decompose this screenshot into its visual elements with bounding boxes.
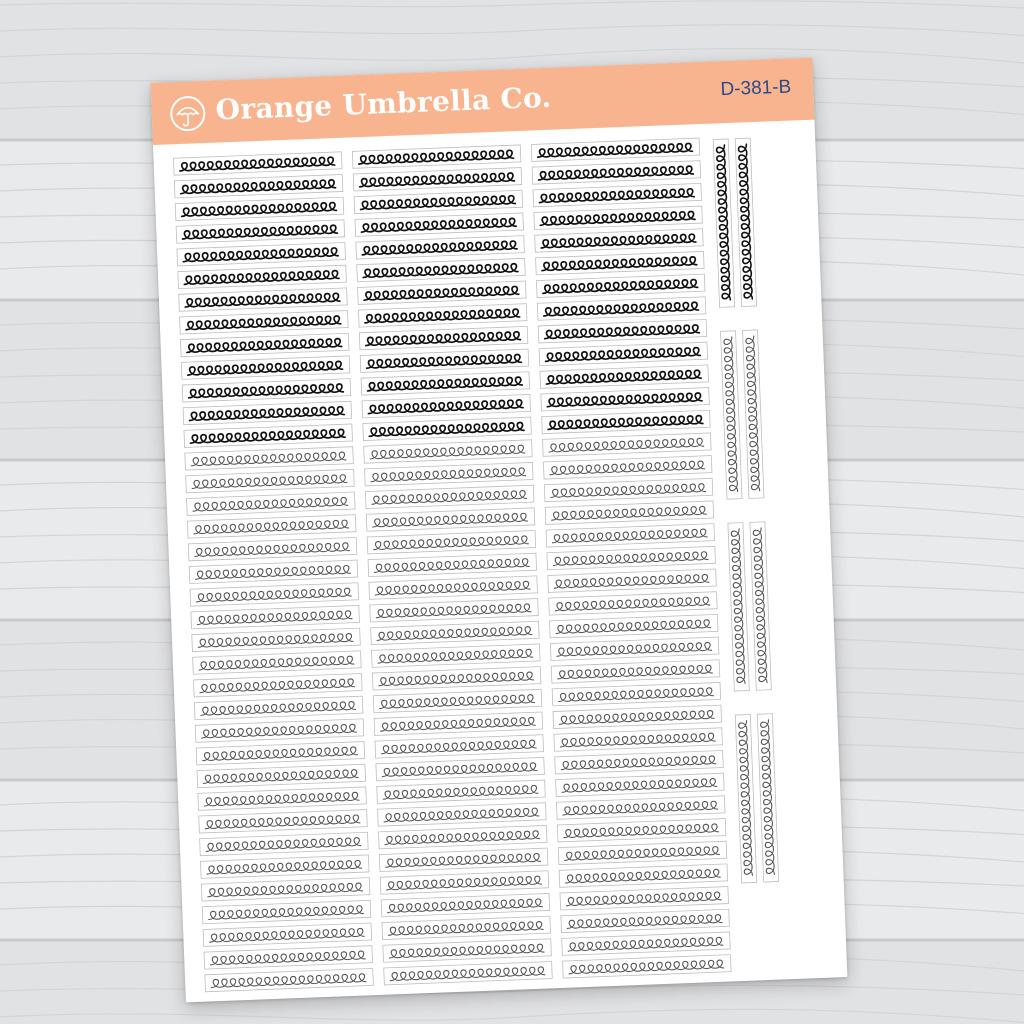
sticker-strip <box>372 667 541 690</box>
sticker-strip <box>200 832 369 855</box>
sticker-strip <box>173 152 342 175</box>
sticker-strip <box>179 288 348 311</box>
sticker-strip <box>379 848 548 871</box>
strip-outline <box>721 331 742 499</box>
sticker-strip <box>354 190 523 213</box>
sticker-strip <box>193 651 362 674</box>
sticker-strip <box>365 485 534 508</box>
sticker-strip <box>370 599 539 622</box>
sticker-strip <box>180 333 349 356</box>
brand-name: Orange Umbrella Co. <box>215 80 553 127</box>
sticker-strip <box>368 553 537 576</box>
sticker-strip <box>377 780 546 803</box>
sticker-strip <box>374 712 543 735</box>
sticker-strip <box>175 197 344 220</box>
sticker-strip <box>376 757 545 780</box>
sticker-strip <box>204 946 373 969</box>
sticker-strip <box>532 161 701 184</box>
sticker-strip <box>375 735 544 758</box>
sticker-strip <box>186 469 355 492</box>
sticker-strip <box>195 719 364 742</box>
sticker-strip <box>557 819 726 842</box>
sticker-strip <box>535 229 704 252</box>
sticker-strip <box>196 742 365 765</box>
sticker-strip <box>365 462 534 485</box>
vertical-sticker-strip <box>713 139 734 307</box>
sticker-strip <box>182 379 351 402</box>
sticker-strip <box>553 705 722 728</box>
strip-outline <box>728 523 749 691</box>
sticker-strip <box>190 583 359 606</box>
strip-outline <box>750 522 771 690</box>
sticker-strip <box>356 236 525 259</box>
sticker-strip <box>380 871 549 894</box>
sticker-strip <box>378 825 547 848</box>
sticker-strip <box>550 614 719 637</box>
sticker-strip <box>191 605 360 628</box>
sticker-strip <box>543 456 712 479</box>
sticker-strip <box>178 265 347 288</box>
sticker-strip <box>201 878 370 901</box>
sticker-strip <box>181 356 350 379</box>
sheet-code: D-381-B <box>720 76 792 101</box>
sticker-strip <box>180 311 349 334</box>
sticker-strip <box>203 923 372 946</box>
sticker-strip <box>367 531 536 554</box>
vertical-sticker-strip <box>743 330 764 498</box>
sticker-strip <box>185 447 354 470</box>
sticker-strip <box>531 138 700 161</box>
sticker-strip <box>543 433 712 456</box>
sticker-strip <box>357 258 526 281</box>
vertical-sticker-strip <box>728 523 749 691</box>
vertical-sticker-strip <box>735 138 756 306</box>
sticker-strip <box>201 855 370 878</box>
sticker-strip <box>561 909 730 932</box>
sticker-strip <box>355 213 524 236</box>
sticker-strip <box>205 968 374 991</box>
sticker-strip <box>555 750 724 773</box>
sticker-strip <box>366 508 535 531</box>
sticker-strip <box>534 206 703 229</box>
sticker-strip <box>189 560 358 583</box>
sticker-strip <box>174 174 343 197</box>
sticker-strip <box>188 537 357 560</box>
sticker-strip <box>202 900 371 923</box>
sticker-strip <box>381 893 550 916</box>
sticker-strip <box>554 728 723 751</box>
sticker-strip <box>184 424 353 447</box>
sticker-strip <box>373 689 542 712</box>
sticker-strip <box>545 501 714 524</box>
sticker-strip <box>361 372 530 395</box>
vertical-sticker-strip <box>721 331 742 499</box>
sticker-strip <box>378 803 547 826</box>
sticker-strip <box>563 955 732 978</box>
sticker-strip <box>384 961 553 984</box>
sticker-strip <box>358 281 527 304</box>
strip-outline <box>743 330 764 498</box>
sticker-sheet <box>151 58 848 1003</box>
sticker-strip <box>558 841 727 864</box>
sticker-strip <box>551 660 720 683</box>
sticker-strip <box>556 796 725 819</box>
sticker-strip <box>177 243 346 266</box>
sticker-strip <box>538 319 707 342</box>
sticker-strip <box>360 349 529 372</box>
sticker-strip <box>352 145 521 168</box>
sticker-strip <box>544 478 713 501</box>
sticker-strip <box>542 410 711 433</box>
sticker-strip <box>358 304 527 327</box>
sticker-strip <box>198 787 367 810</box>
sticker-strip <box>540 365 709 388</box>
sticker-strip <box>194 673 363 696</box>
strip-outline <box>735 714 756 882</box>
sticker-strip <box>192 628 361 651</box>
sticker-strip <box>176 220 345 243</box>
sticker-strip <box>183 401 352 424</box>
vertical-sticker-strip <box>735 714 756 882</box>
sticker-strip <box>194 696 363 719</box>
sticker-strip <box>550 637 719 660</box>
sticker-strip <box>199 810 368 833</box>
sticker-strip <box>187 492 356 515</box>
sheet-paper <box>151 58 848 1003</box>
sticker-strip <box>382 916 551 939</box>
sticker-strip <box>363 417 532 440</box>
strip-outline <box>757 714 778 882</box>
sticker-strips <box>151 58 848 1003</box>
sticker-strip <box>364 440 533 463</box>
sticker-strip <box>197 764 366 787</box>
vertical-sticker-strip <box>757 714 778 882</box>
vertical-sticker-strip <box>750 522 771 690</box>
sticker-strip <box>187 515 356 538</box>
sticker-strip <box>560 887 729 910</box>
sticker-strip <box>547 546 716 569</box>
sticker-strip <box>533 183 702 206</box>
sticker-strip <box>539 342 708 365</box>
sticker-strip <box>383 939 552 962</box>
sticker-strip <box>546 524 715 547</box>
sticker-strip <box>362 394 531 417</box>
sticker-strip <box>548 569 717 592</box>
sticker-strip <box>369 576 538 599</box>
sticker-strip <box>536 251 705 274</box>
sticker-strip <box>549 592 718 615</box>
sticker-strip <box>372 644 541 667</box>
sticker-strip <box>562 932 731 955</box>
sticker-strip <box>371 621 540 644</box>
sticker-strip <box>559 864 728 887</box>
sticker-strip <box>552 682 721 705</box>
sticker-strip <box>536 274 705 297</box>
sticker-strip <box>541 388 710 411</box>
sticker-strip <box>359 326 528 349</box>
sticker-strip <box>353 168 522 191</box>
sticker-strip <box>537 297 706 320</box>
sticker-strip <box>556 773 725 796</box>
